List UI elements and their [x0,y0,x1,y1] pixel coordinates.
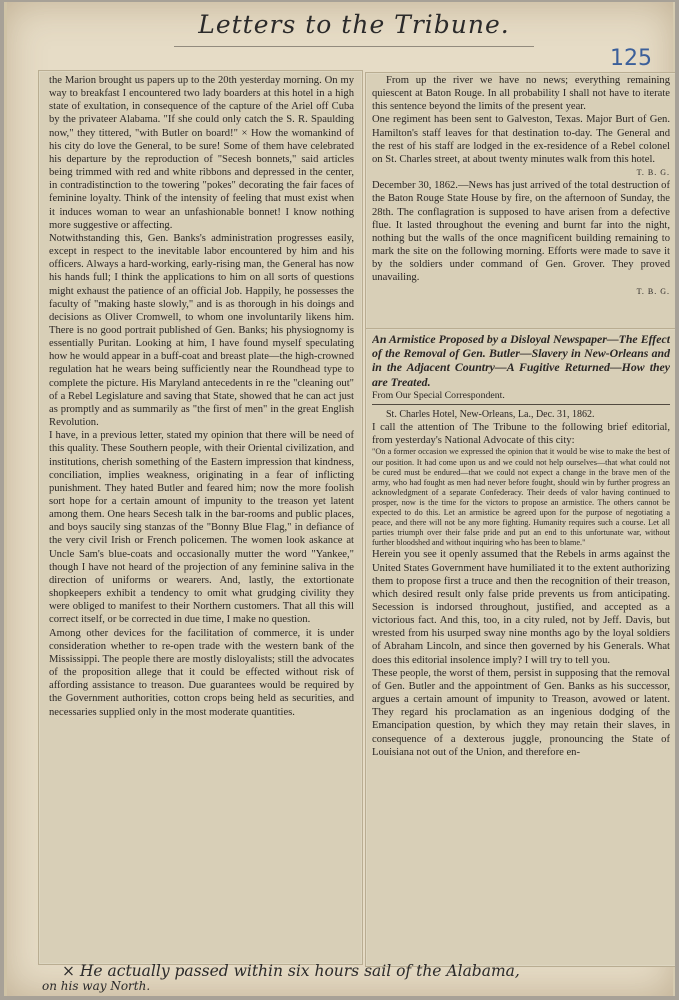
signature: T. B. G. [636,168,670,178]
paragraph: From up the river we have no news; everything remaining quiescent at Baton Rouge. In all probability I shall not have to iterate this sentence beyond the limits of the present year. [372,75,670,113]
title-underline [174,46,534,48]
intro-paragraph: I call the attention of The Tribune to the following brief editorial, from yesterday's National Advocate of this city: [372,422,670,447]
dateline: St. Charles Hotel, New-Orleans, La., Dec. 31, 1862. [386,408,595,420]
paragraph: Notwithstanding this, Gen. Banks's administration progresses easily, except in respect to the inevitable labor encountered by him and his officers. Always a hard-working, early-rising man, the General has now his hands full; I think the applications to him on all sorts of questions might exhaust the patience of an official Job. Happily, he possesses the faculty of "making haste slowly," and is as thorough in his doings and decisions as Oliver Cromwell, to whom one involuntarily likens him. There is no good portrait published of Gen. Banks; his physiognomy is essentially Puritan. Looking at him, I have found myself speculating how he would appear in a buff-coat and breast plate—the high-crowned regulation hat he wears being sufficiently near the Roundhead type to complete the picture. His Maryland antecedents in re the "cleaning out" of a Rebel Legislature and saving that State, showed that he can act just as promptly and as summarily as "the first of men" in the great English Revolution. [49,232,354,429]
article-headline: An Armistice Proposed by a Disloyal Newspaper—The Effect of the Removal of Gen. Butler—Slavery in New-Orleans and in the Adjacent Country—A Fugitive Returned—How they are Treated. [372,332,670,389]
paragraph: I have, in a previous letter, stated my opinion that there will be need of this quality. These Southern people, with their Oriental civilization, and institutions, cherish something of the Eastern impression that kindness, conciliation, implies weakness, originating in a fear of inflicting punishment. They hated Butler and feared him; now the more foolish sort hope for a certain amount of impunity to the treason yet latent among them. One hears Secesh talk in the bar-rooms and public places, and boys saucily sing stanzas of the "Bonny Blue Flag," in defiance of the very civil Irish or French policemen. The women look askance at Uncle Sam's blue-coats and occasionally mutter the word "Yankee," though I have not heard of the projection of any feminine saliva in the direction of uniforms or wearers. And, lastly, the extortionate shopkeepers exhibit a tendency to omit what grudging civility they were obliged to manifest to their Northern customers. That all this will correct itself, or be corrected in due time, I make no question. [49,430,354,626]
handwritten-title: Letters to the Tribune. [198,10,510,39]
right-top-column [372,74,670,326]
paragraph: These people, the worst of them, persist in supposing that the removal of Gen. Butler and the appointment of Gen. Banks as his successor, argues a certain amount of impunity to Treason, avowed or latent. They regard his proclamation as an ingenious dodging of the Emancipation question, by which they may retain their slaves, in consequence of a dexterous juggle, pronouncing the State of Louisiana not out of the Union, and therefore en- [372,667,670,758]
dated-paragraph: December 30, 1862.—News has just arrived of the total destruction of the Baton Rouge State House by fire, on the afternoon of Sunday, the 28th. The conflagration is supposed to have arisen from a defective flue. It lasted throughout the evening and burnt far into the night, nothing but the walls of the once magnificent building remaining to mark the site on the following morning. Efforts were made to save it by the soldiers under command of Gen. Grover. They proved unavailing. [372,180,670,284]
handwritten-footnote [42,964,672,996]
footnote-line: on his way North. [42,979,151,993]
scrapbook-page [4,2,675,996]
paragraph: One regiment has been sent to Galveston, Texas. Major Burt of Gen. Hamilton's staff leaves for that destination to-day. The General and the rest of his staff are lodged in the ex-residence of a Rebel colonel on St. Charles street, at about twenty minutes walk from this hotel. [372,114,670,165]
footnote-line: × He actually passed within six hours sail of the Alabama, [62,962,520,980]
editorial-quote: "On a former occasion we expressed the opinion that it would be wise to make the best of our position. It had come upon us and we could not help ourselves—that what could not be cured must be endured—that we could not expect a change in the brave men of the army, who had fought as men had never before fought, should win by further progress an acknowledgment of a separate Confederacy. Their deeds of valor having continued to prosper, now is the time for the victors to propose an armistice. The others cannot be expected to do this. Let an armistice be agreed upon for the purpose of negotiating a peace, and there will not be any more fighting. Humanity requires such a course. Let all parties triumph over their false pride and put an end to this unfortunate war, without further bloodshed and without inquiring who has been to blame." [372,447,670,548]
left-column [49,74,354,961]
page-number: 125 [610,46,652,71]
right-bottom-clipping [365,328,675,967]
left-clipping [38,70,363,965]
right-top-clipping [365,72,675,330]
signature: T. B. G. [636,286,670,296]
paragraph: the Marion brought us papers up to the 20th yesterday morning. On my way to breakfast I encountered two lady boarders at this hotel in a high state of exultation, in consequence of the capture of the Ariel off Cuba by the privateer Alabama. "If she could only catch the S. R. Spaulding now," they tittered, "with Butler on board!" × How the womankind of his city do love the General, to be sure! Some of them have celebrated his departure by the reproduction of "Secesh bonnets," said articles being trimmed with red and white ribbons and depressed in the center, in contradistinction to the towering "pokes" decorating the fair faces of feminine loyalty. Think of the intensity of feeling that must exist when it induces woman to wear an unfashionable bonnet! I know nothing more suggestive or affecting. [49,75,354,231]
paragraph: Among other devices for the facilitation of commerce, it is under consideration whether to re-open trade with the western bank of the Mississippi. The people there are mostly disloyalists; still the advocates of the proposition allege that it could be effected without risk of affording assistance to treason. Due guarantees would be required by the Government authorities, cotton crops being held as securities, and necessaries supplied only in the most moderate quantities. [49,627,354,718]
right-bottom-column [372,332,670,962]
byline: From Our Special Correspondent. [372,389,505,401]
paragraph: Herein you see it openly assumed that the Rebels in arms against the United States Government have humiliated it to the extent authorizing them to propose first a truce and then the recognition of their treason, which desired result only false pride prevents us from anticipating. Secession is indorsed throughout, justified, and accepted as a victorious fact. And this, too, in a city ruled, not by Jeff. Davis, but wrested from his usurped sway nine months ago by the loyal soldiers of Abraham Lincoln, and since then governed by his Generals. What does this editorial insolence imply? I will try to tell you. [372,549,670,666]
divider [372,404,670,405]
